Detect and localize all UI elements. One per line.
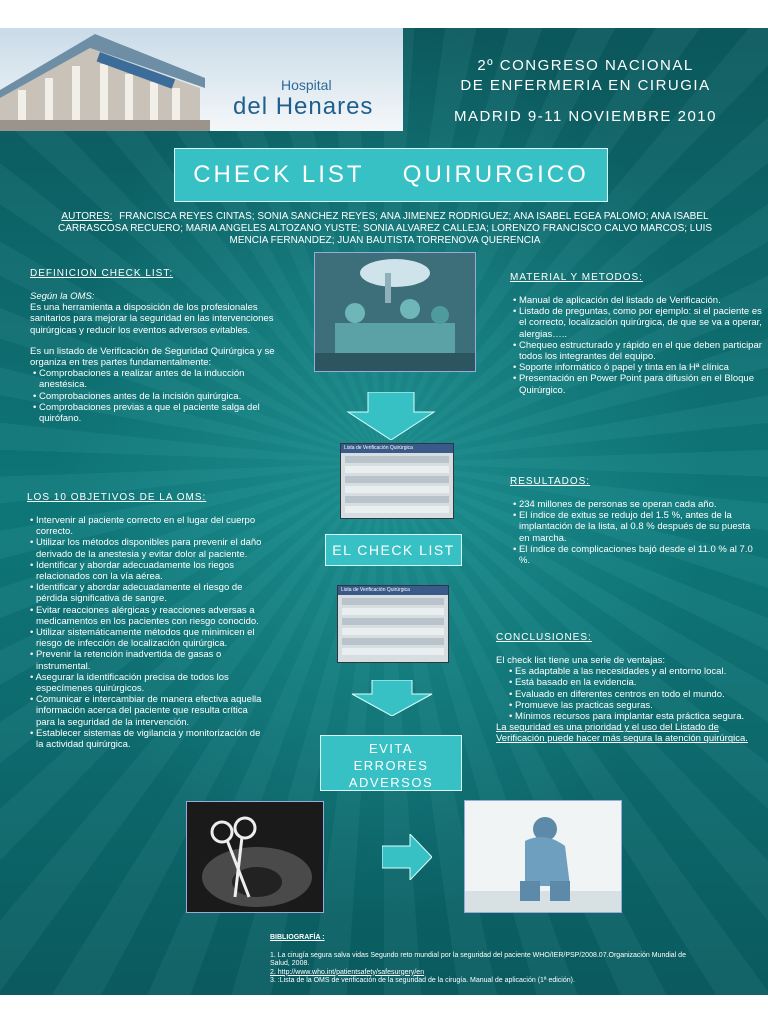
evita-line-3: ADVERSOS xyxy=(348,775,434,790)
surgery-photo xyxy=(314,252,476,372)
hospital-building-picture xyxy=(0,28,403,131)
screen-title-bar: Lista de Verificación Quirúrgica xyxy=(338,586,448,595)
material-heading: MATERIAL Y METODOS: xyxy=(510,272,643,283)
list-item: • Manual de aplicación del listado de Verificación. xyxy=(510,295,762,306)
list-item: • Comunicar e intercambiar de manera efectiva aquella información acerca del paciente que resulta crítica para la seguridad de la intervención. xyxy=(27,694,267,728)
list-item: • Establecer sistemas de vigilancia y monitorización de la actividad quirúrgica. xyxy=(27,728,267,750)
poster xyxy=(0,28,768,995)
arrow-right-icon xyxy=(382,834,432,880)
main-banner: CHECK LIST QUIRURGICO xyxy=(174,148,608,202)
list-item: • Comprobaciones antes de la incisión quirúrgica. xyxy=(30,391,285,402)
congress-line-2: DE ENFERMERIA EN CIRUGIA xyxy=(460,77,711,94)
definicion-heading: DEFINICION CHECK LIST: xyxy=(30,268,174,279)
authors xyxy=(40,211,730,247)
evita-line-1: EVITA xyxy=(368,741,414,756)
bibliografia-link[interactable]: 2. http://www.who.int/patientsafety/safesurgery/en xyxy=(270,968,425,976)
list-item: • Soporte informático ó papel y tinta en la Hª clínica xyxy=(510,362,762,373)
bibliografia-item: 3. :Lista de la OMS de verificación de la seguridad de la cirugía. Manual de aplicación (1ª edición). xyxy=(270,977,575,984)
xray-photo xyxy=(186,801,324,913)
congress-title xyxy=(403,28,768,131)
material-list xyxy=(510,295,762,396)
list-item: • El índice de complicaciones bajó desde el 11.0 % al 7.0 %. xyxy=(510,544,762,566)
hospital-name-line1: Hospital xyxy=(281,77,332,93)
definicion-list xyxy=(30,368,285,424)
bibliografia-item: 1. La cirugía segura salva vidas Segundo reto mundial por la seguridad del paciente WHO/IER/PSP/2008.07.Organización Mundial de Salud, 2008. xyxy=(270,951,686,967)
list-item: • Promueve las practicas seguras. xyxy=(506,700,758,711)
list-item: • Comprobaciones a realizar antes de la inducción anestésica. xyxy=(30,368,285,390)
objetivos-section xyxy=(27,492,267,750)
list-item: • Presentación en Power Point para difusión en el Bloque Quirúrgico. xyxy=(510,373,762,395)
material-section xyxy=(510,272,762,396)
list-item: • Comprobaciones previas a que el paciente salga del quirófano. xyxy=(30,402,285,424)
conclusiones-section xyxy=(496,632,758,745)
list-item: • Mínimos recursos para implantar esta práctica segura. xyxy=(506,711,758,722)
list-item: • Identificar y abordar adecuadamente los riegos relacionados con la vía aérea. xyxy=(27,560,267,582)
list-item: • Evaluado en diferentes centros en todo el mundo. xyxy=(506,689,758,700)
hospital-header-image xyxy=(0,28,403,131)
authors-label: AUTORES: xyxy=(61,211,113,222)
objetivos-heading: LOS 10 OBJETIVOS DE LA OMS: xyxy=(27,492,207,503)
worried-surgeon-photo xyxy=(464,800,622,913)
screen-title-bar: Lista de Verificación Quirúrgica xyxy=(341,444,453,453)
xray-scissors-picture xyxy=(187,802,323,912)
list-item: • Asegurar la identificación precisa de todos los especímenes quirúrgicos. xyxy=(27,672,267,694)
conclusiones-list xyxy=(496,666,758,722)
definicion-p2: Es un listado de Verificación de Seguridad Quirúrgica y se organiza en tres partes fundamentalmente: xyxy=(30,345,275,369)
congress-line-1: 2º CONGRESO NACIONAL xyxy=(477,57,694,74)
evita-errores-box xyxy=(320,735,462,791)
list-item: • Utilizar sistemáticamente métodos que minimicen el riesgo de infección de localización quirúrgica. xyxy=(27,627,267,649)
oms-label: Según la OMS: xyxy=(30,291,95,302)
list-item: • Intervenir al paciente correcto en el lugar del cuerpo correcto. xyxy=(27,515,267,537)
definicion-section xyxy=(30,268,285,424)
checklist-screen-1 xyxy=(340,443,454,519)
congress-line-3: MADRID 9-11 NOVIEMBRE 2010 xyxy=(454,108,717,125)
objetivos-list xyxy=(27,515,267,750)
list-item: • Es adaptable a las necesidades y al entorno local. xyxy=(506,666,758,677)
conclusiones-intro: El check list tiene una serie de ventajas: xyxy=(496,655,665,666)
list-item: • Evitar reacciones alérgicas y reacciones adversas a medicamentos en los pacientes con riesgo conocido. xyxy=(27,605,267,627)
resultados-list xyxy=(510,499,762,566)
list-item: • Chequeo estructurado y rápido en el que deben participar todos los integrantes del equipo. xyxy=(510,340,762,362)
list-item: • Identificar y abordar adecuadamente el riesgo de pérdida significativa de sangre. xyxy=(27,582,267,604)
resultados-heading: RESULTADOS: xyxy=(510,476,591,487)
list-item: • 234 millones de personas se operan cada año. xyxy=(510,499,762,510)
list-item: • El índice de exitus se redujo del 1.5 %, antes de la implantación de la lista, al 0.8 % después de su puesta en marcha. xyxy=(510,510,762,544)
arrow-down-icon xyxy=(346,392,436,440)
surgeon-picture xyxy=(465,801,621,912)
evita-line-2: ERRORES xyxy=(353,758,429,773)
list-item: • Prevenir la retención inadvertida de gasas o instrumental. xyxy=(27,649,267,671)
list-item: • Listado de preguntas, como por ejemplo: si el paciente es el correcto, localización quirúrgica, de que se va a operar, alergias….. xyxy=(510,306,762,340)
bibliografia-section xyxy=(270,934,690,986)
hospital-name-line2: del Henares xyxy=(233,93,374,120)
definicion-p1: Es una herramienta a disposición de los profesionales sanitarios para mejorar la seguridad en las intervenciones quirúrgicas y reducir los eventos adversos evitables. xyxy=(30,302,274,336)
checklist-label-box: EL CHECK LIST xyxy=(325,534,462,566)
checklist-screen-2 xyxy=(337,585,449,663)
conclusiones-closing: La seguridad es una prioridad y el uso del Listado de Verificación puede hacer más segura la atención quirúrgica. xyxy=(496,722,748,745)
operating-room-picture xyxy=(315,253,475,371)
authors-names: FRANCISCA REYES CINTAS; SONIA SANCHEZ REYES; ANA JIMENEZ RODRIGUEZ; ANA ISABEL EGEA PALOMO; ANA ISABEL CARRASCOSA RECUERO; MARIA ANGELES ALTOZANO YUSTE; SONIA ALVAREZ CALLEJA; LORENZO FRANCISCO CALVO MARCOS; LUIS MENCIA FERNANDEZ; JUAN BAUTISTA TORRENOVA QUERENCIA xyxy=(57,211,713,246)
conclusiones-heading: CONCLUSIONES: xyxy=(496,632,592,643)
resultados-section xyxy=(510,476,762,566)
bibliografia-heading: BIBLIOGRAFÍA : xyxy=(270,934,325,941)
list-item: • Utilizar los métodos disponibles para prevenir el daño derivado de la anestesia y evitar dolor al paciente. xyxy=(27,537,267,559)
list-item: • Está basado en la evidencia. xyxy=(506,677,758,688)
arrow-down-icon xyxy=(350,680,434,716)
